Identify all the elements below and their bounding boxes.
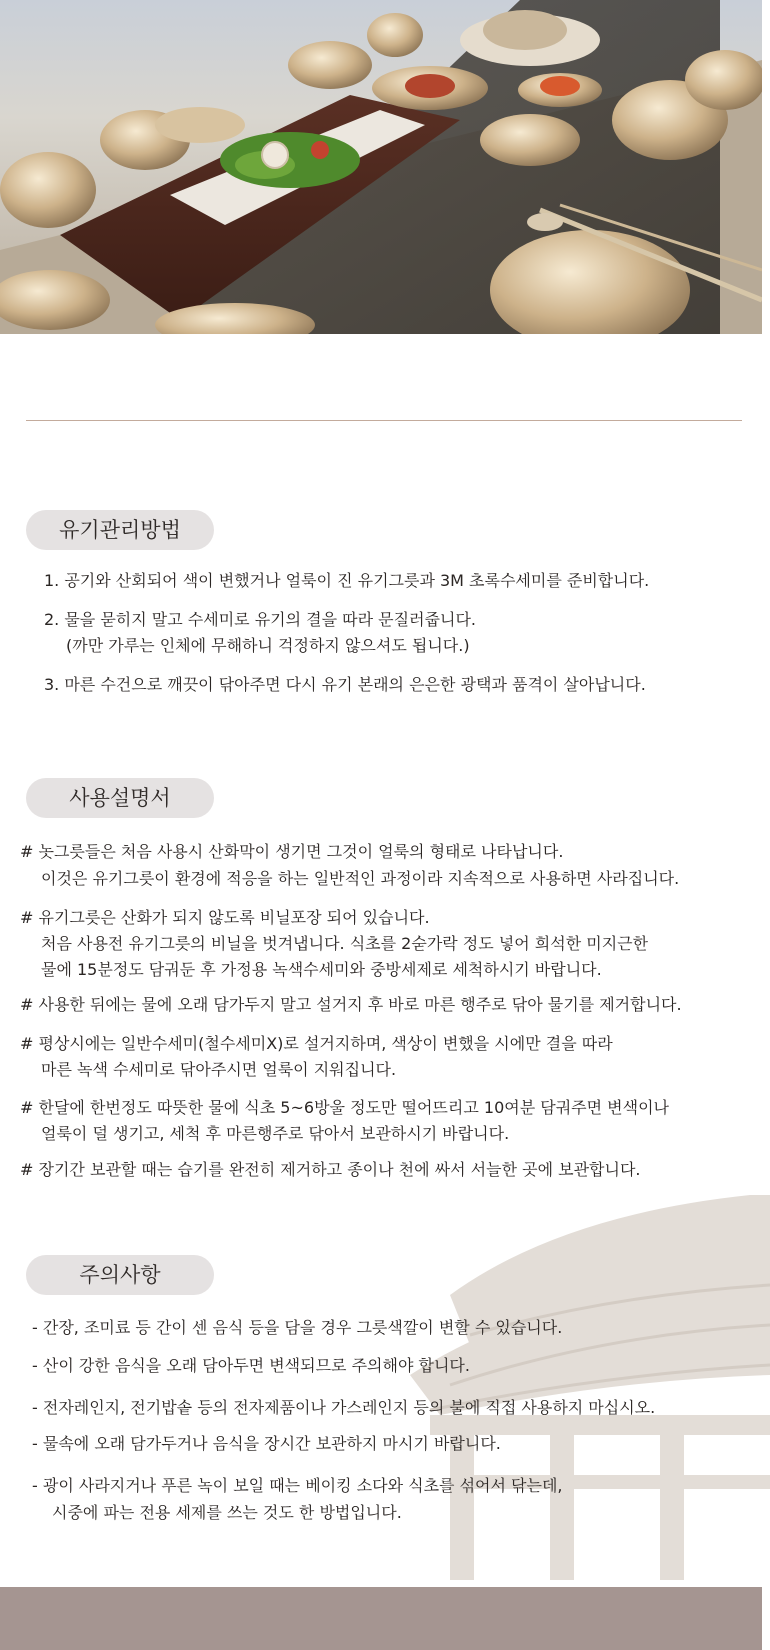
caution-line: - 산이 강한 음식을 오래 담아두면 변색되므로 주의해야 합니다.	[32, 1356, 470, 1375]
caution-line: - 물속에 오래 담가두거나 음식을 장시간 보관하지 마시기 바랍니다.	[32, 1434, 501, 1453]
caution-line: 시중에 파는 전용 세제를 쓰는 것도 한 방법입니다.	[52, 1503, 402, 1522]
brass-tableware-photo-icon	[0, 0, 762, 334]
care-section-title: 유기관리방법	[26, 510, 214, 550]
care-line: 2. 물을 묻히지 말고 수세미로 유기의 결을 따라 문질러줍니다.	[44, 610, 476, 629]
manual-line: 이것은 유기그릇이 환경에 적응을 하는 일반적인 과정이라 지속적으로 사용하면 사라집니다.	[41, 869, 680, 888]
caution-line: - 간장, 조미료 등 간이 센 음식 등을 담을 경우 그릇색깔이 변할 수 있습니다.	[32, 1318, 563, 1337]
manual-line: # 놋그릇들은 처음 사용시 산화막이 생기면 그것이 얼룩의 형태로 나타납니다.	[20, 842, 564, 861]
manual-line: 마른 녹색 수세미로 닦아주시면 얼룩이 지워집니다.	[41, 1060, 397, 1079]
caution-section-title: 주의사항	[26, 1255, 214, 1295]
caution-line: - 전자레인지, 전기밥솥 등의 전자제품이나 가스레인지 등의 불에 직접 사용하지 마십시오.	[32, 1398, 656, 1417]
manual-line: 얼룩이 덜 생기고, 세척 후 마른행주로 닦아서 보관하시기 바랍니다.	[41, 1124, 510, 1143]
manual-line: # 장기간 보관할 때는 습기를 완전히 제거하고 종이나 천에 싸서 서늘한 곳에 보관합니다.	[20, 1160, 641, 1179]
hero-photo	[0, 0, 762, 334]
manual-line: # 유기그릇은 산화가 되지 않도록 비닐포장 되어 있습니다.	[20, 908, 430, 927]
caution-line: - 광이 사라지거나 푸른 녹이 보일 때는 베이킹 소다와 식초를 섞어서 닦는데,	[32, 1476, 563, 1495]
manual-line: 처음 사용전 유기그릇의 비닐을 벗겨냅니다. 식초를 2숟가락 정도 넣어 희석한 미지근한	[41, 934, 649, 953]
manual-line: # 한달에 한번정도 따뜻한 물에 식초 5~6방울 정도만 떨어뜨리고 10여분 담궈주면 변색이나	[20, 1098, 669, 1117]
manual-line: # 사용한 뒤에는 물에 오래 담가두지 말고 설거지 후 바로 마른 행주로 닦아 물기를 제거합니다.	[20, 995, 682, 1014]
manual-line: 물에 15분정도 담궈둔 후 가정용 녹색수세미와 중방세제로 세척하시기 바랍니다.	[41, 960, 602, 979]
care-line: (까만 가루는 인체에 무해하니 걱정하지 않으셔도 됩니다.)	[66, 636, 470, 655]
manual-section-title: 사용설명서	[26, 778, 214, 818]
manual-line: # 평상시에는 일반수세미(철수세미X)로 설거지하며, 색상이 변했을 시에만 결을 따라	[20, 1034, 613, 1053]
footer-band	[0, 1587, 762, 1650]
care-line: 3. 마른 수건으로 깨끗이 닦아주면 다시 유기 본래의 은은한 광택과 품격이 살아납니다.	[44, 675, 646, 694]
section-divider	[26, 420, 742, 421]
care-line: 1. 공기와 산회되어 색이 변했거나 얼룩이 진 유기그릇과 3M 초록수세미를 준비합니다.	[44, 571, 650, 590]
